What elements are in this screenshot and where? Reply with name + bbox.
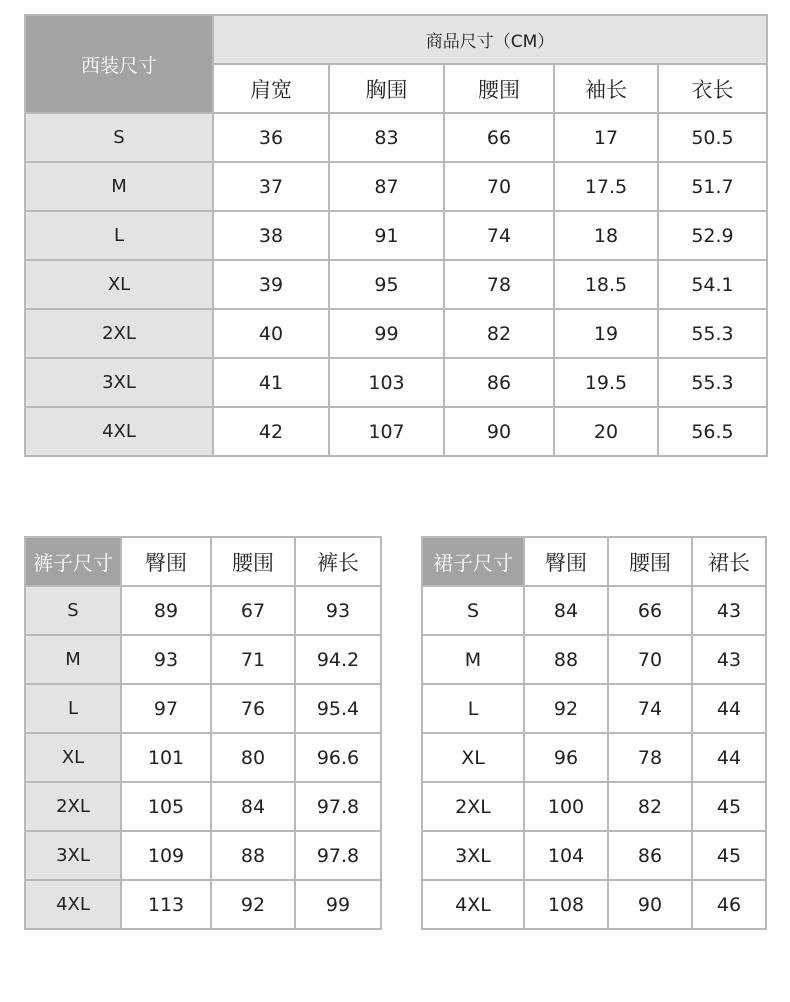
size-label: XL (25, 260, 213, 309)
value-cell: 84 (211, 782, 295, 831)
value-cell: 39 (213, 260, 329, 309)
value-cell: 18 (554, 211, 658, 260)
table-row (422, 733, 766, 782)
value-cell: 74 (608, 684, 692, 733)
value-cell: 105 (121, 782, 211, 831)
value-cell: 99 (329, 309, 444, 358)
size-label: 3XL (25, 358, 213, 407)
pants-col-header: 腰围 (211, 537, 295, 586)
size-label: 2XL (25, 782, 121, 831)
value-cell: 84 (524, 586, 608, 635)
table-row (25, 113, 767, 162)
suit-col-header: 腰围 (444, 64, 554, 113)
suit-corner-label: 西装尺寸 (25, 15, 213, 113)
value-cell: 86 (444, 358, 554, 407)
skirt-size-table (421, 536, 767, 930)
table-row (422, 635, 766, 684)
suit-group-header: 商品尺寸（CM） (213, 15, 767, 64)
value-cell: 101 (121, 733, 211, 782)
value-cell: 92 (524, 684, 608, 733)
value-cell: 43 (692, 586, 766, 635)
size-label: M (422, 635, 524, 684)
value-cell: 19 (554, 309, 658, 358)
value-cell: 91 (329, 211, 444, 260)
value-cell: 40 (213, 309, 329, 358)
value-cell: 45 (692, 782, 766, 831)
size-label: 4XL (422, 880, 524, 929)
value-cell: 76 (211, 684, 295, 733)
size-label: L (25, 684, 121, 733)
table-row (25, 586, 381, 635)
size-label: S (25, 586, 121, 635)
value-cell: 46 (692, 880, 766, 929)
value-cell: 17.5 (554, 162, 658, 211)
value-cell: 90 (444, 407, 554, 456)
value-cell: 52.9 (658, 211, 767, 260)
value-cell: 95.4 (295, 684, 381, 733)
table-row (25, 358, 767, 407)
suit-col-header: 衣长 (658, 64, 767, 113)
table-row (25, 162, 767, 211)
value-cell: 88 (524, 635, 608, 684)
pants-col-header: 裤长 (295, 537, 381, 586)
size-label: 4XL (25, 880, 121, 929)
value-cell: 109 (121, 831, 211, 880)
table-row (422, 880, 766, 929)
pants-corner-label: 裤子尺寸 (25, 537, 121, 586)
value-cell: 93 (295, 586, 381, 635)
table-row (422, 782, 766, 831)
size-label: S (25, 113, 213, 162)
suit-col-header: 胸围 (329, 64, 444, 113)
skirt-corner-label: 裙子尺寸 (422, 537, 524, 586)
table-row (25, 880, 381, 929)
value-cell: 94.2 (295, 635, 381, 684)
table-row (25, 684, 381, 733)
value-cell: 42 (213, 407, 329, 456)
size-label: 2XL (25, 309, 213, 358)
value-cell: 66 (608, 586, 692, 635)
value-cell: 83 (329, 113, 444, 162)
value-cell: 99 (295, 880, 381, 929)
value-cell: 17 (554, 113, 658, 162)
value-cell: 89 (121, 586, 211, 635)
value-cell: 96 (524, 733, 608, 782)
value-cell: 90 (608, 880, 692, 929)
value-cell: 70 (608, 635, 692, 684)
value-cell: 55.3 (658, 358, 767, 407)
value-cell: 104 (524, 831, 608, 880)
size-label: 4XL (25, 407, 213, 456)
value-cell: 78 (608, 733, 692, 782)
value-cell: 55.3 (658, 309, 767, 358)
value-cell: 44 (692, 733, 766, 782)
value-cell: 82 (608, 782, 692, 831)
value-cell: 56.5 (658, 407, 767, 456)
table-row (25, 831, 381, 880)
suit-col-header: 肩宽 (213, 64, 329, 113)
value-cell: 43 (692, 635, 766, 684)
value-cell: 97 (121, 684, 211, 733)
value-cell: 107 (329, 407, 444, 456)
value-cell: 74 (444, 211, 554, 260)
value-cell: 38 (213, 211, 329, 260)
skirt-col-header: 臀围 (524, 537, 608, 586)
size-label: M (25, 162, 213, 211)
value-cell: 37 (213, 162, 329, 211)
value-cell: 78 (444, 260, 554, 309)
value-cell: 66 (444, 113, 554, 162)
table-row (25, 407, 767, 456)
value-cell: 41 (213, 358, 329, 407)
value-cell: 70 (444, 162, 554, 211)
table-row (25, 260, 767, 309)
value-cell: 97.8 (295, 782, 381, 831)
value-cell: 95 (329, 260, 444, 309)
size-label: XL (422, 733, 524, 782)
size-label: XL (25, 733, 121, 782)
skirt-col-header: 裙长 (692, 537, 766, 586)
value-cell: 18.5 (554, 260, 658, 309)
value-cell: 96.6 (295, 733, 381, 782)
value-cell: 103 (329, 358, 444, 407)
size-label: 3XL (25, 831, 121, 880)
value-cell: 108 (524, 880, 608, 929)
value-cell: 44 (692, 684, 766, 733)
size-label: L (25, 211, 213, 260)
table-row (25, 635, 381, 684)
value-cell: 45 (692, 831, 766, 880)
pants-col-header: 臀围 (121, 537, 211, 586)
value-cell: 88 (211, 831, 295, 880)
table-row (422, 831, 766, 880)
value-cell: 100 (524, 782, 608, 831)
value-cell: 67 (211, 586, 295, 635)
value-cell: 50.5 (658, 113, 767, 162)
table-row (25, 211, 767, 260)
value-cell: 36 (213, 113, 329, 162)
value-cell: 113 (121, 880, 211, 929)
table-row (422, 684, 766, 733)
value-cell: 20 (554, 407, 658, 456)
value-cell: 87 (329, 162, 444, 211)
value-cell: 93 (121, 635, 211, 684)
size-label: L (422, 684, 524, 733)
suit-col-header: 袖长 (554, 64, 658, 113)
value-cell: 19.5 (554, 358, 658, 407)
value-cell: 54.1 (658, 260, 767, 309)
value-cell: 80 (211, 733, 295, 782)
size-label: M (25, 635, 121, 684)
value-cell: 82 (444, 309, 554, 358)
value-cell: 86 (608, 831, 692, 880)
value-cell: 92 (211, 880, 295, 929)
size-label: 3XL (422, 831, 524, 880)
skirt-col-header: 腰围 (608, 537, 692, 586)
value-cell: 51.7 (658, 162, 767, 211)
value-cell: 71 (211, 635, 295, 684)
table-row (25, 309, 767, 358)
size-label: S (422, 586, 524, 635)
table-row (25, 733, 381, 782)
table-row (422, 586, 766, 635)
value-cell: 97.8 (295, 831, 381, 880)
pants-size-table (24, 536, 382, 930)
table-row (25, 782, 381, 831)
suit-size-table (24, 14, 768, 457)
size-label: 2XL (422, 782, 524, 831)
